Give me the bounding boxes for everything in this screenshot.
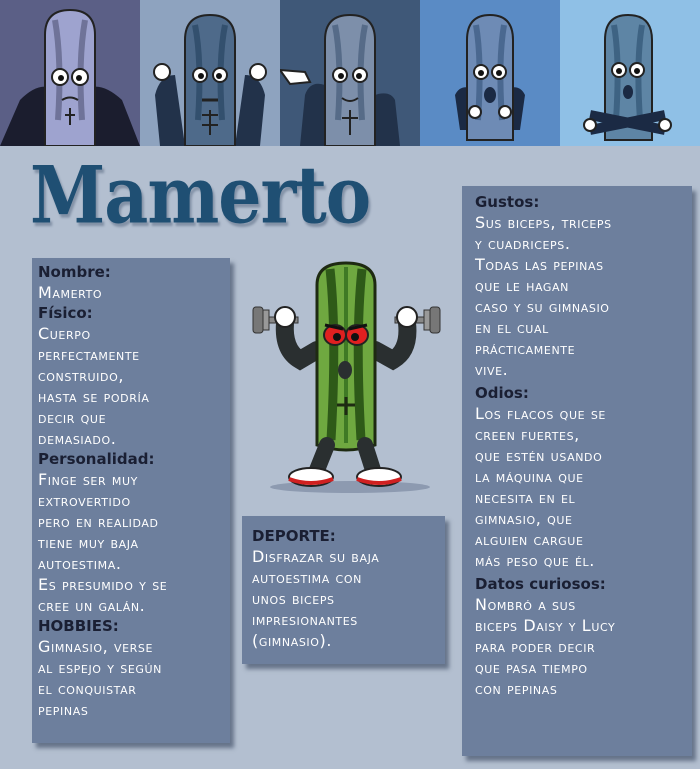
panel-3	[280, 0, 420, 146]
text-line: demasiado.	[38, 429, 117, 448]
text-line: unos biceps	[252, 589, 335, 608]
text-line: impresionantes	[252, 610, 358, 629]
text-line: vive.	[475, 360, 509, 379]
text-line: más peso que él.	[475, 551, 595, 570]
text-line: caso y su gimnasio	[475, 297, 610, 316]
text-line: al espejo y según	[38, 658, 162, 677]
text-line: Finge ser muy	[38, 470, 138, 489]
text-line: biceps Daisy y Lucy	[475, 616, 616, 635]
text-line: decir que	[38, 408, 107, 427]
personalidad-text	[38, 469, 230, 616]
deporte-text	[252, 546, 445, 651]
page-title: Mamerto	[30, 150, 371, 242]
text-line: el conquistar	[38, 679, 137, 698]
text-line: Disfrazar su baja	[252, 547, 380, 566]
left-info-box	[32, 258, 230, 743]
text-line: hasta se podría	[38, 387, 150, 406]
text-line: tiene muy baja	[38, 533, 139, 552]
character-pose-4-image	[420, 0, 560, 146]
character-pose-3-image	[280, 0, 420, 146]
hobbies-label: HOBBIES:	[38, 617, 119, 635]
personalidad-label: Personalidad:	[38, 450, 155, 468]
panel-1	[0, 0, 140, 146]
text-line: Nombró a sus	[475, 595, 576, 614]
text-line: autoestima con	[252, 568, 362, 587]
text-line: prácticamente	[475, 339, 576, 358]
text-line: Todas las pepinas	[475, 255, 604, 274]
deporte-label: DEPORTE:	[252, 527, 336, 545]
text-line: con pepinas	[475, 679, 558, 698]
deporte-box	[242, 516, 445, 664]
character-pose-1-image	[0, 0, 140, 146]
text-line: construido,	[38, 366, 125, 385]
text-line: y cuadriceps.	[475, 234, 571, 253]
gustos-text	[475, 212, 692, 380]
datos-curiosos-label: Datos curiosos:	[475, 575, 606, 593]
text-line: que pasa tiempo	[475, 658, 588, 677]
character-pose-5-image	[560, 0, 700, 146]
text-line: Los flacos que se	[475, 404, 606, 423]
odios-label: Odios:	[475, 384, 529, 402]
text-line: en el cual	[475, 318, 549, 337]
panel-4	[420, 0, 560, 146]
text-line: cree un galán.	[38, 596, 146, 615]
text-line: necesita en el	[475, 488, 576, 507]
odios-text	[475, 403, 692, 571]
text-line: Gimnasio, verse	[38, 637, 153, 656]
text-line: para poder decir	[475, 637, 596, 656]
nombre-label: Nombre:	[38, 263, 111, 281]
text-line: Es presumido y se	[38, 575, 168, 594]
fisico-text	[38, 323, 230, 449]
hobbies-text	[38, 636, 230, 720]
text-line: autoestima.	[38, 554, 122, 573]
fisico-label: Físico:	[38, 304, 93, 322]
text-line: que estén usando	[475, 446, 603, 465]
character-pose-2-image	[140, 0, 280, 146]
text-line: extrovertido	[38, 491, 131, 510]
panel-2	[140, 0, 280, 146]
text-line: la máquina que	[475, 467, 584, 486]
text-line: gimnasio, que	[475, 509, 573, 528]
right-info-box	[462, 186, 692, 756]
text-line: alguien cargue	[475, 530, 584, 549]
text-line: pepinas	[38, 700, 89, 719]
text-line: pero en realidad	[38, 512, 159, 531]
text-line: Sus biceps, triceps	[475, 213, 612, 232]
text-line: que le hagan	[475, 276, 569, 295]
text-line: (gimnasio).	[252, 631, 333, 650]
datos-curiosos-text	[475, 594, 692, 699]
text-line: perfectamente	[38, 345, 140, 364]
panel-5	[560, 0, 700, 146]
text-line: Mamerto	[38, 283, 103, 302]
text-line: creen fuertes,	[475, 425, 580, 444]
character-strip	[0, 0, 700, 146]
nombre-text	[38, 282, 230, 303]
character-illustration	[245, 255, 445, 495]
gustos-label: Gustos:	[475, 193, 540, 211]
text-line: Cuerpo	[38, 324, 91, 343]
